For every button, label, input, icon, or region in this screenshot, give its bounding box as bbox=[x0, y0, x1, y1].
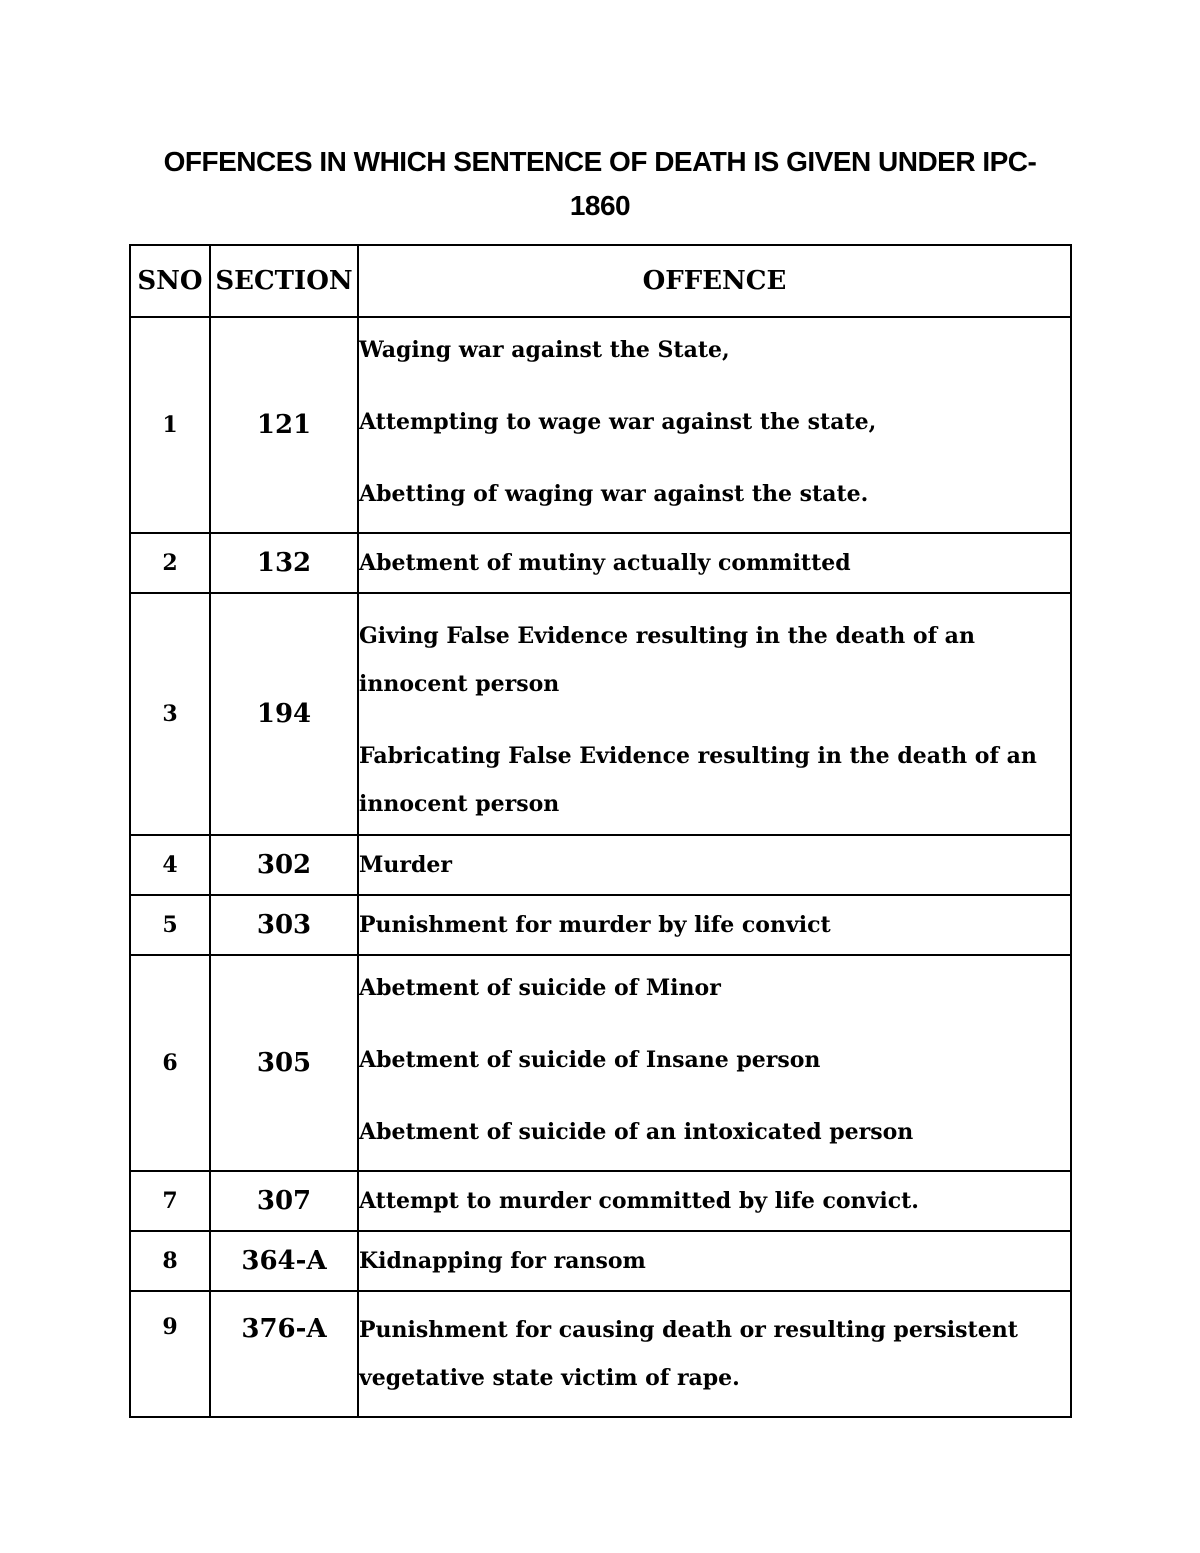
offence-text: Giving False Evidence resulting in the death of an innocent person bbox=[359, 623, 975, 697]
offence-cell bbox=[358, 1231, 1071, 1291]
header-section: SECTION bbox=[210, 245, 358, 317]
section-cell: 132 bbox=[210, 533, 358, 593]
section-cell: 376-A bbox=[210, 1291, 358, 1417]
offence-text: Punishment for causing death or resulting persistent vegetative state victim of rape. bbox=[359, 1317, 1018, 1391]
section-cell: 364-A bbox=[210, 1231, 358, 1291]
offence-text: Murder bbox=[359, 852, 452, 878]
table-row bbox=[130, 1231, 1071, 1291]
offence-text: Abetment of suicide of an intoxicated person bbox=[359, 1119, 914, 1145]
sno-cell: 7 bbox=[130, 1171, 210, 1231]
sno-cell: 8 bbox=[130, 1231, 210, 1291]
section-cell: 305 bbox=[210, 955, 358, 1171]
sno-cell: 2 bbox=[130, 533, 210, 593]
offence-text: Abetting of waging war against the state. bbox=[359, 481, 869, 507]
offence-text: Kidnapping for ransom bbox=[359, 1248, 646, 1274]
section-cell: 194 bbox=[210, 593, 358, 835]
offence-text: Punishment for murder by life convict bbox=[359, 912, 831, 938]
page-title bbox=[100, 140, 1100, 228]
section-cell: 303 bbox=[210, 895, 358, 955]
offence-cell bbox=[358, 1171, 1071, 1231]
offence-cell bbox=[358, 317, 1071, 533]
header-sno: SNO bbox=[130, 245, 210, 317]
offence-cell bbox=[358, 533, 1071, 593]
offences-table bbox=[129, 244, 1072, 1418]
offence-cell bbox=[358, 895, 1071, 955]
sno-cell: 5 bbox=[130, 895, 210, 955]
sno-cell: 6 bbox=[130, 955, 210, 1171]
offence-cell bbox=[358, 955, 1071, 1171]
offence-text: Attempting to wage war against the state, bbox=[359, 409, 877, 435]
sno-cell: 9 bbox=[130, 1291, 210, 1417]
offence-text: Abetment of suicide of Minor bbox=[359, 975, 721, 1001]
sno-cell: 1 bbox=[130, 317, 210, 533]
table-row bbox=[130, 533, 1071, 593]
page-title-line-2: 1860 bbox=[569, 190, 631, 221]
sno-cell: 4 bbox=[130, 835, 210, 895]
offence-cell bbox=[358, 1291, 1071, 1417]
table-row bbox=[130, 593, 1071, 835]
section-cell: 302 bbox=[210, 835, 358, 895]
page-title-line-1: OFFENCES IN WHICH SENTENCE OF DEATH IS GIVEN UNDER IPC- bbox=[163, 146, 1037, 177]
table-row bbox=[130, 895, 1071, 955]
offence-text: Fabricating False Evidence resulting in the death of an innocent person bbox=[359, 743, 1037, 817]
offence-text: Waging war against the State, bbox=[359, 337, 730, 363]
section-cell: 307 bbox=[210, 1171, 358, 1231]
offence-cell bbox=[358, 593, 1071, 835]
table-row bbox=[130, 1291, 1071, 1417]
table-row bbox=[130, 317, 1071, 533]
section-cell: 121 bbox=[210, 317, 358, 533]
offence-text: Abetment of mutiny actually committed bbox=[359, 550, 851, 576]
table-row bbox=[130, 1171, 1071, 1231]
table-row bbox=[130, 835, 1071, 895]
table-header-row bbox=[130, 245, 1071, 317]
offence-text: Attempt to murder committed by life convict. bbox=[359, 1188, 919, 1214]
offence-text: Abetment of suicide of Insane person bbox=[359, 1047, 821, 1073]
offence-cell bbox=[358, 835, 1071, 895]
table-row bbox=[130, 955, 1071, 1171]
sno-cell: 3 bbox=[130, 593, 210, 835]
header-offence: OFFENCE bbox=[358, 245, 1071, 317]
